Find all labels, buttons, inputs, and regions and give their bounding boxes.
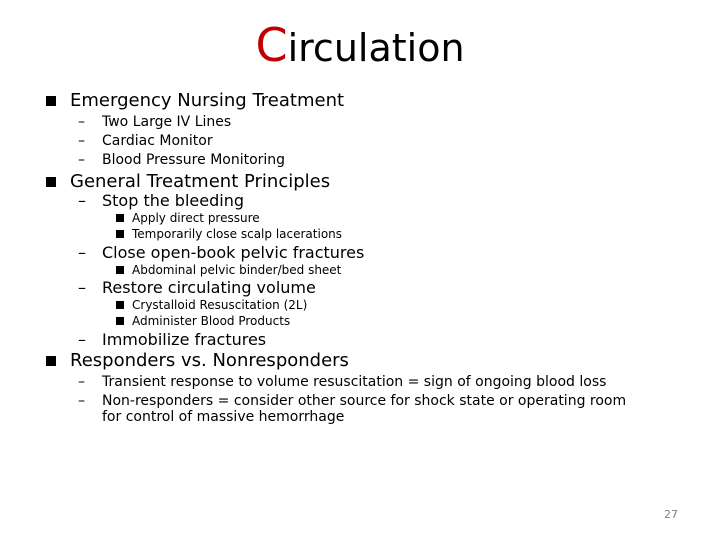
- list-item: – Blood Pressure Monitoring: [78, 152, 286, 168]
- list-item: – Cardiac Monitor: [78, 133, 213, 149]
- page-number: 27: [664, 508, 678, 521]
- square-bullet-icon: [116, 214, 124, 222]
- list-item: – Two Large IV Lines: [78, 114, 232, 130]
- sub-heading: – Restore circulating volume: [78, 278, 316, 297]
- dash-icon: –: [78, 133, 85, 149]
- title-first-letter: C: [255, 18, 288, 72]
- list-item: Apply direct pressure: [116, 211, 260, 226]
- dash-icon: –: [78, 191, 86, 210]
- square-bullet-icon: [46, 177, 56, 187]
- square-bullet-icon: [116, 266, 124, 274]
- square-bullet-icon: [116, 317, 124, 325]
- dash-icon: –: [78, 278, 86, 297]
- list-item: Administer Blood Products: [116, 314, 290, 329]
- square-bullet-icon: [46, 96, 56, 106]
- list-item-continuation: for control of massive hemorrhage: [102, 409, 345, 425]
- sub-heading: – Stop the bleeding: [78, 191, 244, 210]
- dash-icon: –: [78, 114, 85, 130]
- section-heading: General Treatment Principles: [46, 171, 330, 193]
- list-item: Crystalloid Resuscitation (2L): [116, 298, 307, 313]
- list-item: Abdominal pelvic binder/bed sheet: [116, 263, 341, 278]
- square-bullet-icon: [116, 230, 124, 238]
- dash-icon: –: [78, 243, 86, 262]
- list-item: – Non-responders = consider other source for shock state or operating room: [78, 393, 627, 409]
- sub-heading: – Immobilize fractures: [78, 330, 267, 349]
- square-bullet-icon: [46, 356, 56, 366]
- title-rest: irculation: [287, 26, 465, 70]
- dash-icon: –: [78, 374, 85, 390]
- section-heading: Emergency Nursing Treatment: [46, 90, 344, 112]
- square-bullet-icon: [116, 301, 124, 309]
- section-heading: Responders vs. Nonresponders: [46, 350, 349, 372]
- dash-icon: –: [78, 330, 86, 349]
- dash-icon: –: [78, 393, 85, 409]
- sub-heading: – Close open-book pelvic fractures: [78, 243, 365, 262]
- list-item: – Transient response to volume resuscitation = sign of ongoing blood loss: [78, 374, 607, 390]
- dash-icon: –: [78, 152, 85, 168]
- slide-title: [0, 20, 720, 73]
- list-item: Temporarily close scalp lacerations: [116, 227, 342, 242]
